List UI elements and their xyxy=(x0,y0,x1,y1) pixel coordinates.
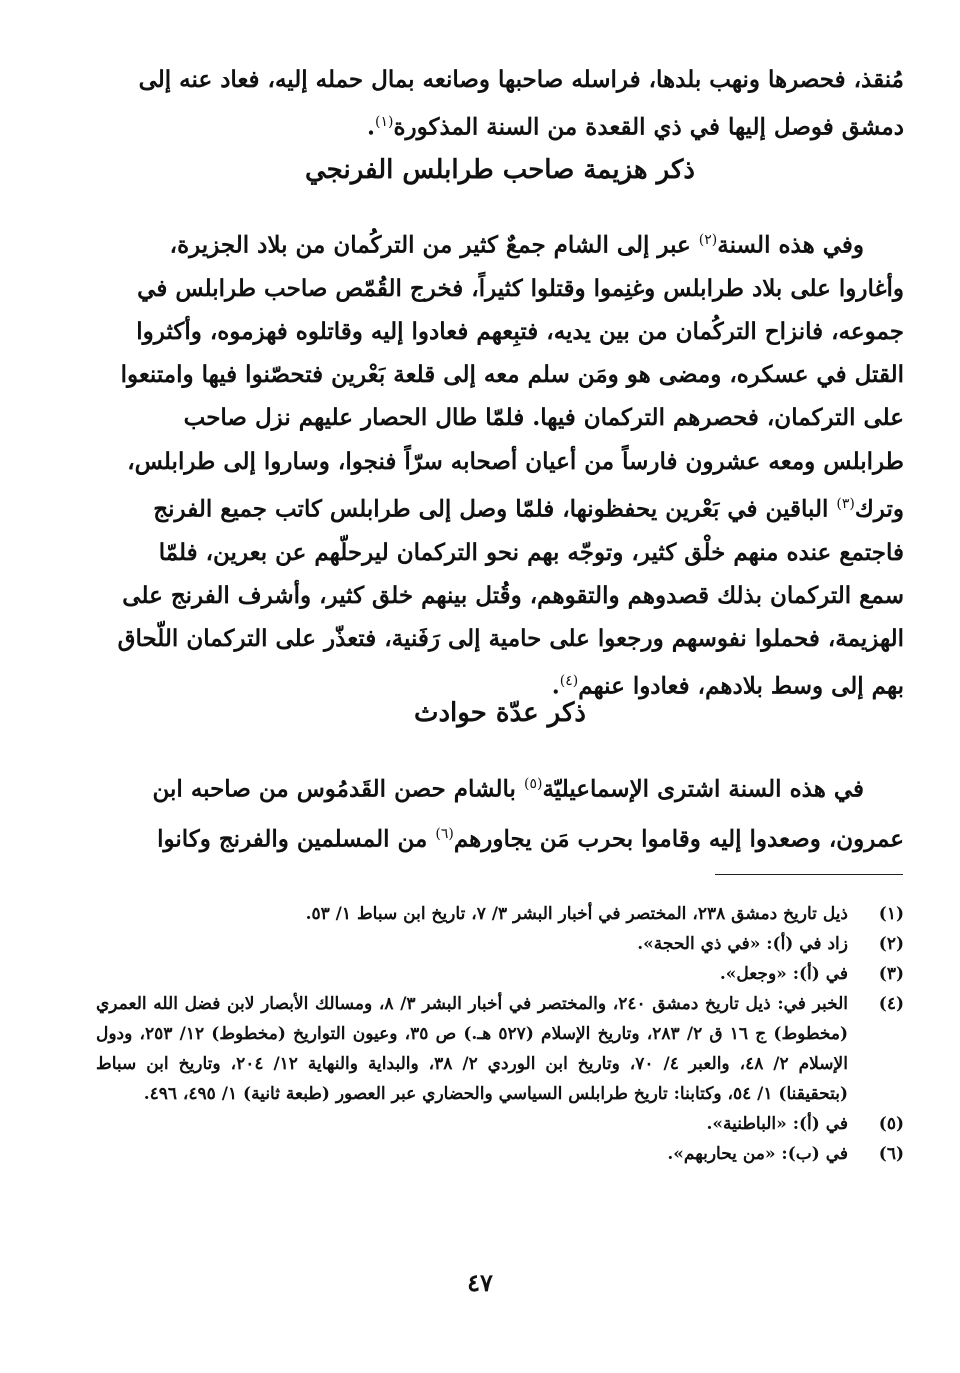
footnote-number: (٢) xyxy=(878,934,904,954)
footnote-text: في (أ): «وجعل». xyxy=(719,964,848,984)
page-number: ٤٧ xyxy=(467,1268,493,1297)
footnote-text: في (أ): «الباطنية». xyxy=(706,1114,848,1134)
text-line: سمع التركمان بذلك قصدوهم والتقوهم، وقُتل بينهم خلق كثير، وأشرف الفرنج على xyxy=(122,581,904,609)
text-fragment: عمرون، وصعدوا إليه وقاموا بحرب مَن يجاورهم xyxy=(453,825,904,853)
text-line: مُنقذ، فحصرها ونهب بلدها، فراسله صاحبها وصانعه بمال حمله إليه، فعاد عنه إلى xyxy=(138,66,904,93)
section-heading: ذكر عدّة حوادث xyxy=(414,698,586,728)
footnote-number: (١) xyxy=(878,904,904,924)
footnote-ref: (٥) xyxy=(523,776,543,792)
text-line xyxy=(96,101,904,149)
text-line: فاجتمع عنده منهم خلْق كثير، وتوجّه بهم نحو التركمان ليرحلّهم عن بعرين، فلمّا xyxy=(158,538,904,566)
section-heading: ذكر هزيمة صاحب طرابلس الفرنجي xyxy=(305,155,695,185)
text-line: الهزيمة، فحملوا نفوسهم ورجعوا على حامية إلى رَفَنية، فتعذّر على التركمان اللّحاق xyxy=(117,625,904,653)
text-fragment: بالشام حصن القَدمُوس من صاحبه ابن xyxy=(152,775,516,803)
section-paragraph xyxy=(96,219,904,708)
intro-paragraph xyxy=(96,58,904,149)
text-fragment: الباقين في بَعْرين يحفظونها، فلمّا وصل إلى طرابلس كاتب جميع الفرنج xyxy=(153,495,829,523)
text-line xyxy=(96,219,904,267)
footnote-ref: (٦) xyxy=(435,825,454,842)
footnote-text: في (ب): «من يحاربهم». xyxy=(667,1144,848,1164)
footnote-text: زاد في (أ): «في ذي الحجة». xyxy=(637,934,848,954)
text-line: على التركمان، فحصرهم التركمان فيها. فلمّا طال الحصار عليهم نزل صاحب xyxy=(183,404,904,432)
footnote-text: الخبر في: ذيل تاريخ دمشق ٢٤٠، والمختصر في أخبار البشر ٣/ ٨، ومسالك الأبصار لابن فضل الله العمري (مخطوط) ج ١٦ ق ٢/ ٢٨٣، وتاريخ الإسلام (٥٢٧ هـ.) ص ٣٥، وعيون التواريخ (مخطوط) ١٢/ ٢٥٣، ودول الإسلام ٢/ ٤٨، والعبر ٤/ ٧٠، وتاريخ ابن الوردي ٢/ ٣٨، والبداية والنهاية ١٢/ ٢٠٤، وتاريخ ابن سباط (بتحقيقنا) ١/ ٥٤، وكتابنا: تاريخ طرابلس السياسي والحضاري عبر العصور (طبعة ثانية) ١/ ٤٩٥، ٤٩٦. xyxy=(96,994,849,1104)
footnote-number: (٤) xyxy=(878,994,904,1014)
footnote-ref: (٤) xyxy=(559,673,579,690)
text-fragment: بهم إلى وسط بلادهم، فعادوا عنهم xyxy=(578,673,904,700)
text-line xyxy=(96,812,904,862)
footnote-item xyxy=(96,959,904,989)
text-fragment: عبر إلى الشام جمعٌ كثير من التركُمان من بلاد الجزيرة، xyxy=(169,231,691,259)
text-fragment: . xyxy=(551,673,560,700)
footnote-number: (٥) xyxy=(878,1114,904,1134)
footnote-ref: (١) xyxy=(375,114,394,130)
text-fragment: وترك xyxy=(854,495,904,523)
text-fragment: من المسلمين والفرنج وكانوا xyxy=(157,825,428,853)
footnote-ref: (٢) xyxy=(698,232,718,248)
footnote-text: ذيل تاريخ دمشق ٢٣٨، المختصر في أخبار البشر ٣/ ٧، تاريخ ابن سباط ١/ ٥٣. xyxy=(305,904,848,924)
footnote-item xyxy=(96,1109,904,1139)
footnote-item xyxy=(96,929,904,959)
footnote-ref: (٣) xyxy=(836,495,855,512)
footnote-item xyxy=(96,989,904,1109)
text-line: وأغاروا على بلاد طرابلس وغنِموا وقتلوا كثيراً، فخرج القُمّص صاحب طرابلس في xyxy=(137,274,904,302)
text-line: القتل في عسكره، ومضى هو ومَن سلم معه إلى قلعة بَعْرين فتحصّنوا فيها وامتنعوا xyxy=(120,361,904,389)
footnote-item xyxy=(96,1139,904,1169)
text-line xyxy=(96,762,904,812)
text-fragment: دمشق فوصل إليها في ذي القعدة من السنة المذكورة xyxy=(393,113,904,141)
footnote-number: (٣) xyxy=(878,964,904,984)
footnote-number: (٦) xyxy=(878,1144,904,1164)
text-line: طرابلس ومعه عشرون فارساً من أعيان أصحابه سرّاً فنجوا، وساروا إلى طرابلس، xyxy=(127,447,904,475)
text-line xyxy=(96,483,904,531)
footnote-separator xyxy=(715,874,903,875)
text-line: جموعه، فانزاح التركُمان من بين يديه، فتبِعهم فعادوا إليه وقاتلوه فهزموه، وأكثروا xyxy=(136,318,904,346)
text-fragment: وفي هذه السنة xyxy=(717,231,864,259)
footnotes-list xyxy=(96,899,904,1169)
section-paragraph xyxy=(96,762,904,861)
footnote-item xyxy=(96,899,904,929)
text-fragment: . xyxy=(366,113,375,141)
text-fragment: في هذه السنة اشترى الإسماعيليّة xyxy=(542,775,864,803)
